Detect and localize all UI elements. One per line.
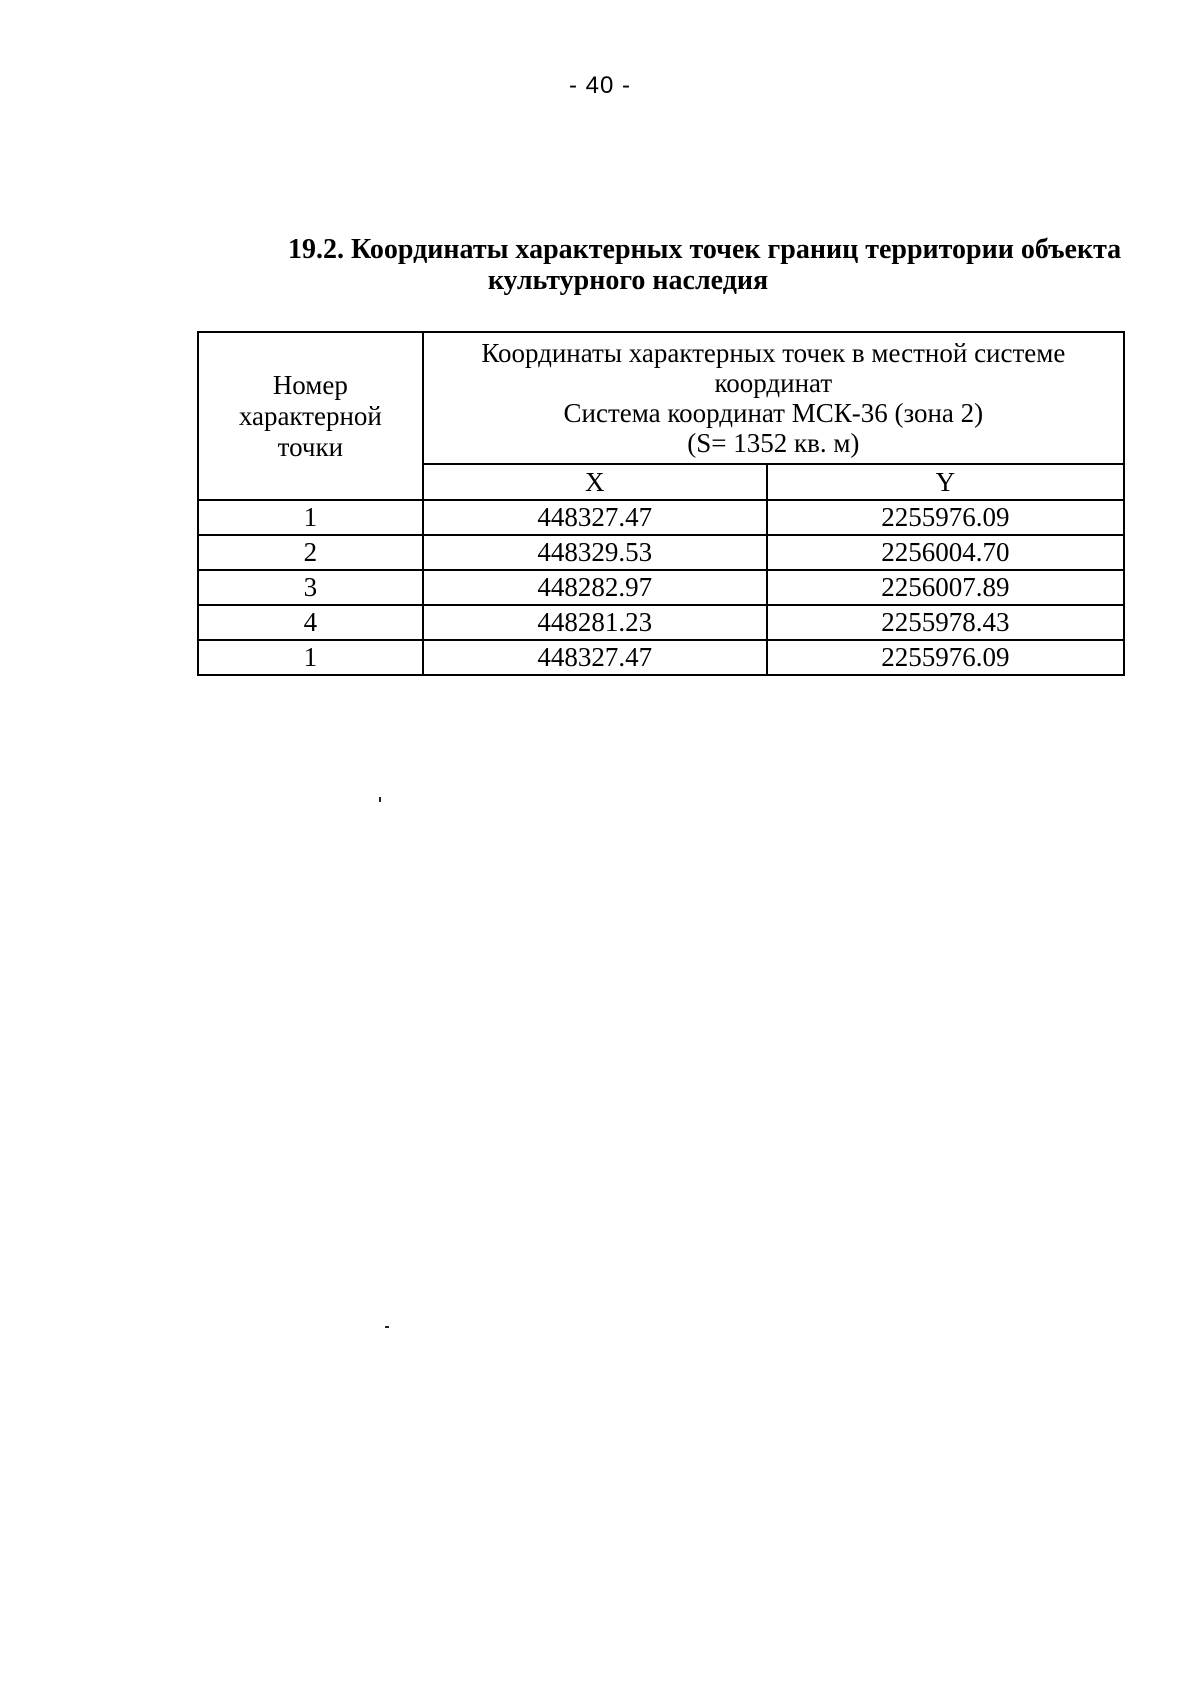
cell-y: 2255976.09	[767, 500, 1124, 535]
cell-point: 4	[198, 605, 423, 640]
cell-x: 448281.23	[423, 605, 767, 640]
cell-x: 448329.53	[423, 535, 767, 570]
header-point-number	[198, 332, 423, 500]
cell-point: 1	[198, 500, 423, 535]
cell-y: 2256004.70	[767, 535, 1124, 570]
section-title-line-1: 19.2. Координаты характерных точек границ территории объекта	[288, 234, 1122, 265]
cell-point: 3	[198, 570, 423, 605]
header-y: Y	[767, 464, 1124, 500]
cell-y: 2256007.89	[767, 570, 1124, 605]
header-coords-line: Система координат МСК-36 (зона 2)	[563, 398, 984, 428]
cell-point: 1	[198, 640, 423, 675]
scan-speck	[379, 797, 381, 802]
cell-x: 448282.97	[423, 570, 767, 605]
table-row	[198, 570, 1124, 605]
header-coords-line: Координаты характерных точек в местной системе	[481, 338, 1066, 368]
cell-x: 448327.47	[423, 640, 767, 675]
table-row	[198, 500, 1124, 535]
table-row	[198, 535, 1124, 570]
page-number: - 40 -	[568, 72, 631, 99]
cell-y: 2255976.09	[767, 640, 1124, 675]
cell-x: 448327.47	[423, 500, 767, 535]
cell-point: 2	[198, 535, 423, 570]
header-x: X	[423, 464, 767, 500]
table-header-row	[198, 332, 1124, 464]
header-coords-line: (S= 1352 кв. м)	[687, 428, 860, 458]
table-row	[198, 640, 1124, 675]
header-point-line: точки	[277, 431, 344, 462]
header-point-line: характерной	[238, 400, 382, 431]
section-title	[0, 234, 1200, 296]
header-point-line: Номер	[272, 369, 348, 400]
section-title-line-2: культурного наследия	[487, 265, 769, 296]
header-coordinates	[423, 332, 1124, 464]
header-coords-line: координат	[714, 368, 833, 398]
scan-speck	[385, 1326, 389, 1328]
cell-y: 2255978.43	[767, 605, 1124, 640]
coordinates-table	[197, 331, 1125, 676]
table-row	[198, 605, 1124, 640]
